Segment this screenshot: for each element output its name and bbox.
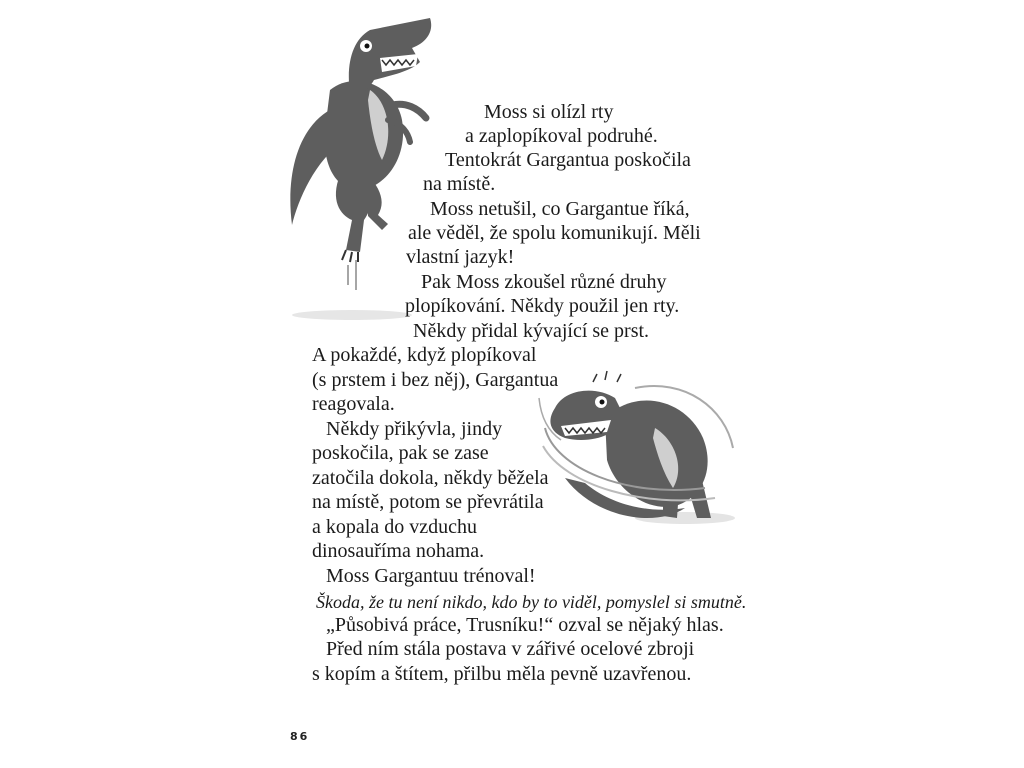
- text-line: s kopím a štítem, přilbu měla pevně uzavřenou.: [312, 663, 692, 685]
- text-line: ale věděl, že spolu komunikují. Měli: [408, 222, 701, 244]
- jumping-dinosaur-illustration: [270, 10, 440, 330]
- text-line: Někdy přidal kývající se prst.: [413, 320, 650, 342]
- text-line: zatočila dokola, někdy běžela: [312, 467, 549, 489]
- text-line: poskočila, pak se zase: [312, 442, 489, 464]
- text-line: Pak Moss zkoušel různé druhy: [421, 271, 667, 293]
- text-line: a kopala do vzduchu: [312, 516, 477, 538]
- text-line: na místě, potom se převrátila: [312, 491, 544, 513]
- text-line: reagovala.: [312, 393, 395, 415]
- text-line: vlastní jazyk!: [406, 246, 515, 268]
- text-line: „Působivá práce, Trusníku!“ ozval se nějaký hlas.: [326, 614, 724, 636]
- text-line: a zaplopíkoval podruhé.: [465, 125, 658, 147]
- spinning-dinosaur-illustration: [535, 368, 745, 538]
- italic-thought-line: Škoda, že tu není nikdo, kdo by to viděl, pomyslel si smutně.: [316, 592, 747, 612]
- text-line: dinosauříma nohama.: [312, 540, 485, 562]
- text-line: Moss Gargantuu trénoval!: [326, 565, 536, 587]
- text-line: Před ním stála postava v zářivé ocelové zbroji: [326, 638, 695, 660]
- text-line: Moss netušil, co Gargantue říká,: [430, 198, 690, 220]
- text-line: na místě.: [423, 173, 496, 195]
- text-line: A pokaždé, když plopíkoval: [312, 344, 537, 366]
- text-line: plopíkování. Někdy použil jen rty.: [405, 295, 680, 317]
- page-number: 86: [290, 730, 310, 743]
- text-line: Moss si olízl rty: [484, 101, 614, 123]
- text-line: Někdy přikývla, jindy: [326, 418, 503, 440]
- text-line: (s prstem i bez něj), Gargantua: [312, 369, 559, 391]
- text-line: Tentokrát Gargantua poskočila: [445, 149, 691, 171]
